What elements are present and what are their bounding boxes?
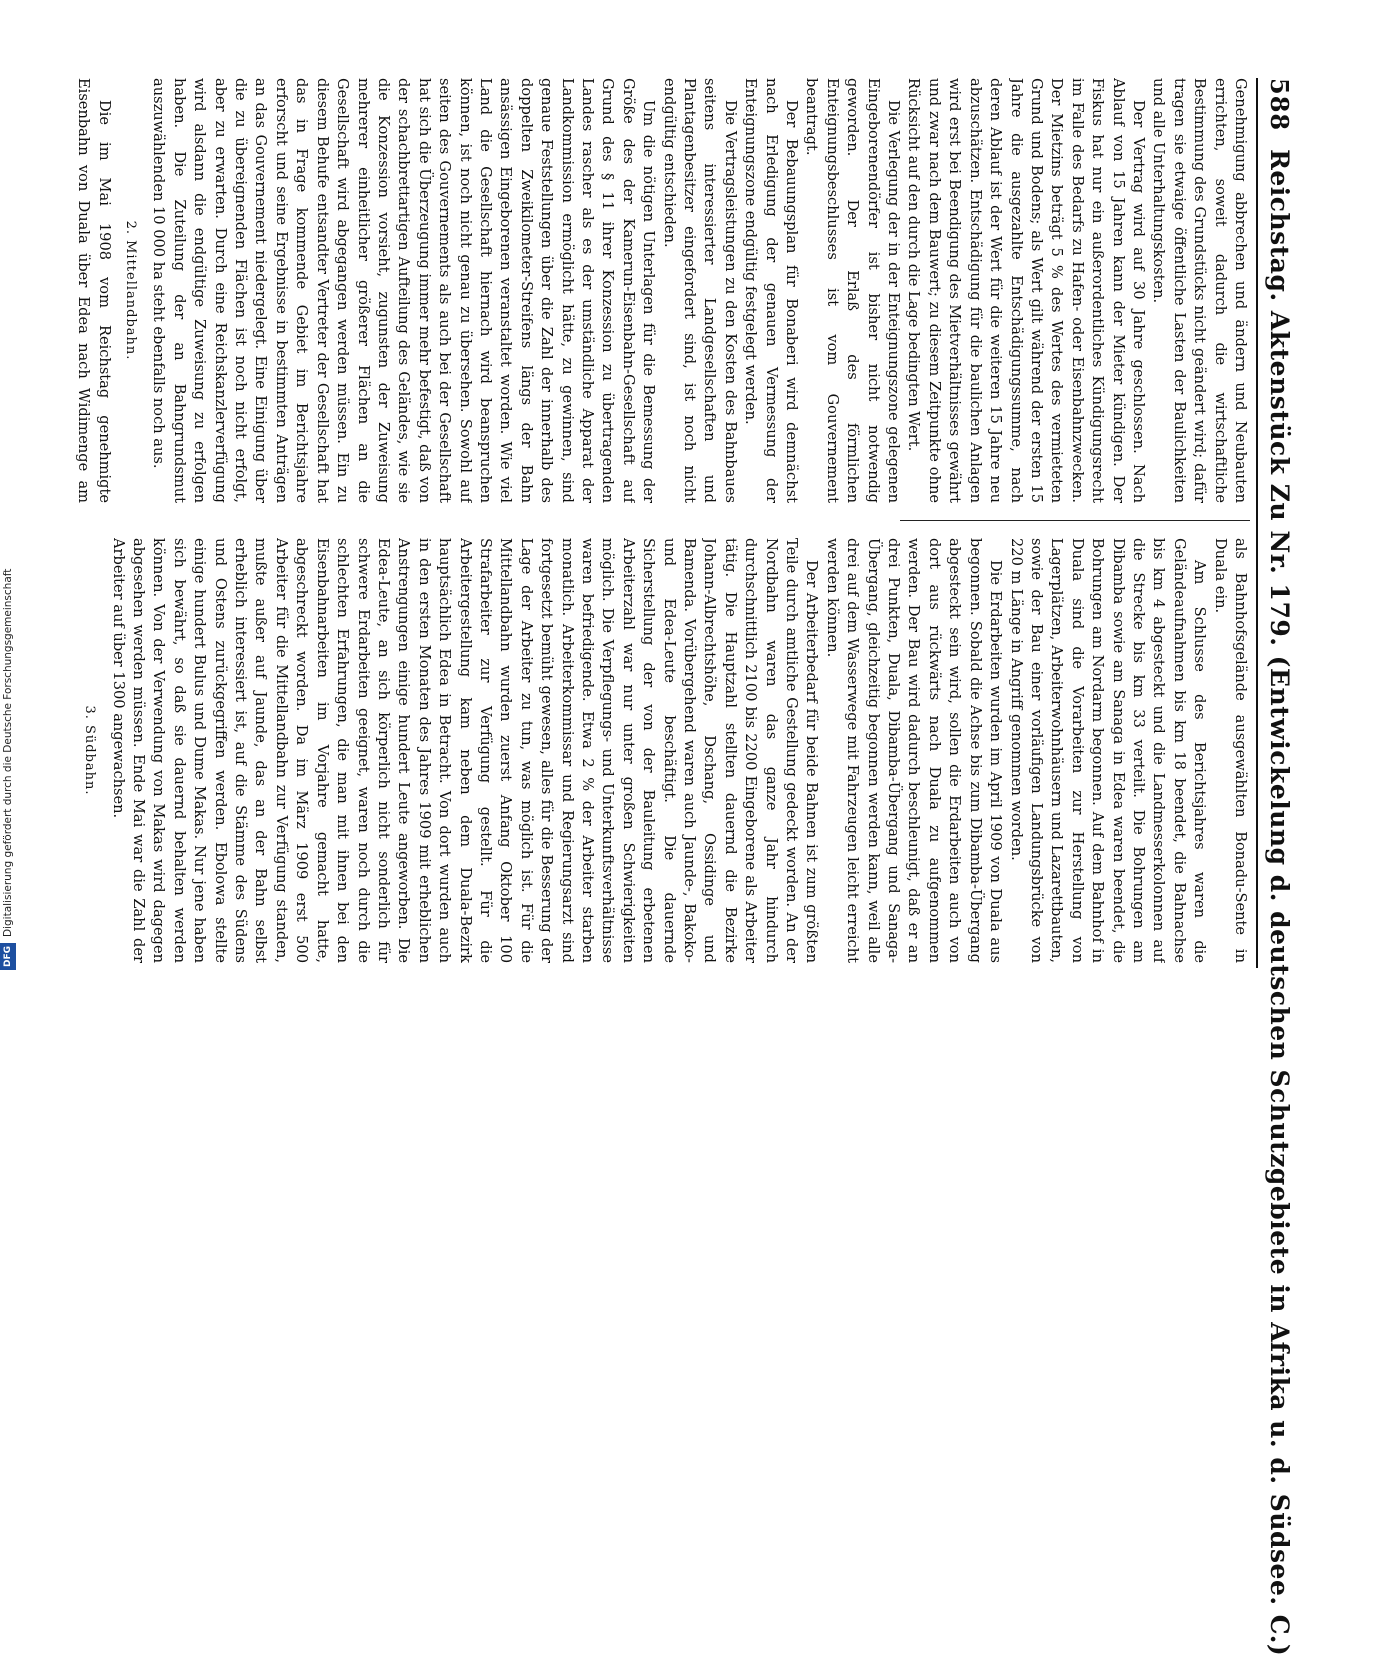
paragraph: Der Arbeiterbedarf für beide Bahnen ist zum größten Teile durch amtliche Gestellung gedeckt worden. An der Nordbahn waren das ganze Jahr hindurch durchschnittlich 2100 bis 2200 Eingeborene als Arbeiter tätig. Die Hauptzahl stellten dauernd die Bezirke Johann-Albrechtshöhe, Dschang, Ossidinge und Bamenda. Vorübergehend waren auch Jaunde-, Bakoko- und Edea-Leute beschäftigt. Die dauernde Sicherstellung der von der Bauleitung erbetenen Arbeiterzahl war nur unter großen Schwierigkeiten möglich. Die Verpflegungs- und Unterkunftsverhältnisse waren befriedigende. Etwa 2 % der Arbeiter starben monatlich. Arbeiterkommissar und Regierungsarzt sind fortgesetzt bemüht gewesen, alles für die Besserung der Lage der Arbeiter zu tun, was möglich ist. Für die Mittellandbahn wurden zuerst Anfang Oktober 100 Strafarbeiter zur Verfügung gestellt. Für die Arbeitergestellung kam neben dem Duala-Bezirk hauptsächlich Edea in Betracht. Von dort wurden auch in den ersten Monaten des Jahres 1909 mit erheblichen Anstrengungen einige hundert Leute angeworben. Die Edea-Leute, an sich körperlich nicht sonderlich für schwere Erdarbeiten geeignet, waren noch durch die schlechten Erfahrungen, die man mit ihnen bei den Eisenbahnarbeiten im Vorjahre gemacht hatte, abgeschreckt worden. Da im März 1909 erst 500 Arbeiter für die Mittellandbahn zur Verfügung standen, mußte außer auf Jaunde, das an der Bahn selbst erheblich interessiert ist, auf die Stämme des Südens und Ostens zurückgegriffen werden. Ebolowa stellte einige hundert Bulus und Dume Makas. Nur jene haben sich bewährt, so daß sie dauernd behalten werden können. Von der Verwendung von Makas wird dagegen abgesehen werden müssen. Ende Mai war die Zahl der Arbeiter auf über 1300 angewachsen. (109, 538, 821, 963)
section-heading: 3. Südbahn. (82, 705, 98, 796)
paragraph: Die im Mai 1908 vom Reichstag genehmigte Eisenbahn von Duala über Edea nach Widimenge am (75, 78, 113, 503)
paragraph: Um die nötigen Unterlagen für die Bemessung der Größe des der Kamerun-Eisenbahn-Gesellschaft auf Grund des § 11 ihrer Konzession zu übertragenden Landes rascher als es der umständliche Apparat der Landkommission ermöglicht hätte, zu gewinnen, sind genaue Feststellungen über die Zahl der innerhalb des doppelten Zweikilometer-Streifens längs der Bahn ansässigen Eingeborenen veranstaltet worden. Wie viel Land die Gesellschaft hiernach wird beanspruchen können, ist noch nicht genau zu übersehen. Sowohl auf seiten des Gouvernements als auch bei der Gesellschaft hat sich die Überzeugung immer mehr befestigt, daß von der schachbrettartigen Aufteilung des Geländes, wie sie die Konzession vorsieht, zugunsten der Zuweisung mehrerer einheitlicher größerer Flächen an die Gesellschaft wird abgegangen werden müssen. Ein zu diesem Behufe entsandter Vertreter der Gesellschaft hat das in Frage kommende Gebiet im Berichtsjahre erforscht und seine Ergebnisse in bestimmten Anträgen an das Gouvernement niedergelegt. Eine Einigung über die zu übereignenden Flächen ist noch nicht erfolgt, aber zu erwarten. Durch eine Reichskanzlerverfügung wird alsdann die endgültige Zuweisung zu erfolgen haben. Die Zuteilung der an Bahngrundsmut auszuwählenden 10 000 ha steht ebenfalls noch aus. (150, 78, 658, 503)
paragraph: Die Erdarbeiten wurden im April 1909 von Duala aus begonnen. Sobald die Achse bis zum Dibamba-Übergang abgesteckt sein wird, sollen die Erdarbeiten auch von dort aus rückwärts nach Duala zu aufgenommen werden. Der Bau wird dadurch beschleunigt, daß er an drei Punkten, Duala, Dibamba-Übergang und Sanaga-Übergang, gleichzeitig begonnen werden kann, weil alle drei auf dem Wasserwege mit Fahrzeugen leicht erreicht werden können. (823, 538, 1005, 963)
dfg-logo: DFG (0, 943, 16, 970)
credit-text: Digitalisierung gefördert durch die Deutsche Forschungsgemeinschaft (2, 568, 14, 937)
left-column (70, 78, 1250, 503)
paragraph: Genehmigung abbrechen und ändern und Neubauten errichten, soweit dadurch die wirtschaftliche Bestimmung des Grundstücks nicht geändert wird; dafür tragen sie etwaige öffentliche Lasten der Baulichkeiten und alle Unterhaltungskosten. (1150, 78, 1249, 503)
page-title: Reichstag. Aktenstück Zu Nr. 179. (Entwickelung d. deutschen Schutzgebiete in Afrika u. d. Südsee. C.) (1265, 149, 1295, 1656)
paragraph: Am Schlusse des Berichtsjahres waren die Geländeaufnahmen bis km 18 beendet, die Bahnachse bis km 4 abgesteckt und die Landmesserkolonnen auf die Strecke bis km 33 verteilt. Die Bohrungen am Dibamba sowie am Sanaga in Edea waren beendet, die Bohrungen am Nordarm begonnen. Auf dem Bahnhof in Duala sind die Vorarbeiten zur Herstellung von Lagerplätzen, Arbeiterwohnhäusern und Lazarettbauten, sowie der Bau einer vorläufigen Landungsbrücke von 220 m Länge in Angriff genommen worden. (1007, 538, 1209, 963)
paragraph: Die Verlegung der in der Enteignungszone gelegenen Eingeborenendörfer ist bisher nicht notwendig geworden. Der Erlaß des förmlichen Enteignungsbeschlusses ist vom Gouvernement beantragt. (803, 78, 903, 503)
paragraph: Die Vertragsleistungen zu den Kosten des Bahnbaues seitens interessierter Landgesellschaften und Plantagenbesitzer eingefordert sind, ist noch nicht endgültig entschieden. (660, 78, 739, 503)
paragraph (70, 538, 73, 963)
paragraph: Der Vertrag wird auf 30 Jahre geschlossen. Nach Ablauf von 15 Jahren kann der Mieter kündigen. Der Fiskus hat nur ein außerordentliches Kündigungsrecht im Falle des Bedarfs zu Hafen- oder Eisenbahnzwecken. Der Mietzins beträgt 5 % des Wertes des vermieteten Grund und Bodens; als Wert gilt während der ersten 15 Jahre die ausgezahlte Entschädigungssumme, nach deren Ablauf ist der Wert für die weiteren 15 Jahre neu abzuschätzen. Entschädigung für die baulichen Anlagen wird erst bei Beendigung des Mietverhältnisses gewährt und zwar nach dem Bauwert; zu diesem Zeitpunkte ohne Rücksicht auf den durch die Lage bedingten Wert. (905, 78, 1147, 503)
right-column (70, 538, 1250, 963)
section-heading: 2. Mittellandbahn. (123, 220, 139, 361)
document-page (62, 78, 1302, 1656)
column-divider (900, 520, 1250, 521)
page-number: 588 (1265, 78, 1295, 132)
page-header (1256, 78, 1302, 1656)
paragraph: als Bahnhofsgelände ausgewählten Bonadu-Sente in Duala ein. (1211, 538, 1249, 963)
paragraph: Der Bebauungsplan für Bonaberi wird demnächst nach Erledigung der genauen Vermessung der Enteignungszone endgültig festgelegt werden. (742, 78, 801, 503)
sidebar (0, 0, 20, 1000)
digitization-credit (0, 0, 16, 1000)
